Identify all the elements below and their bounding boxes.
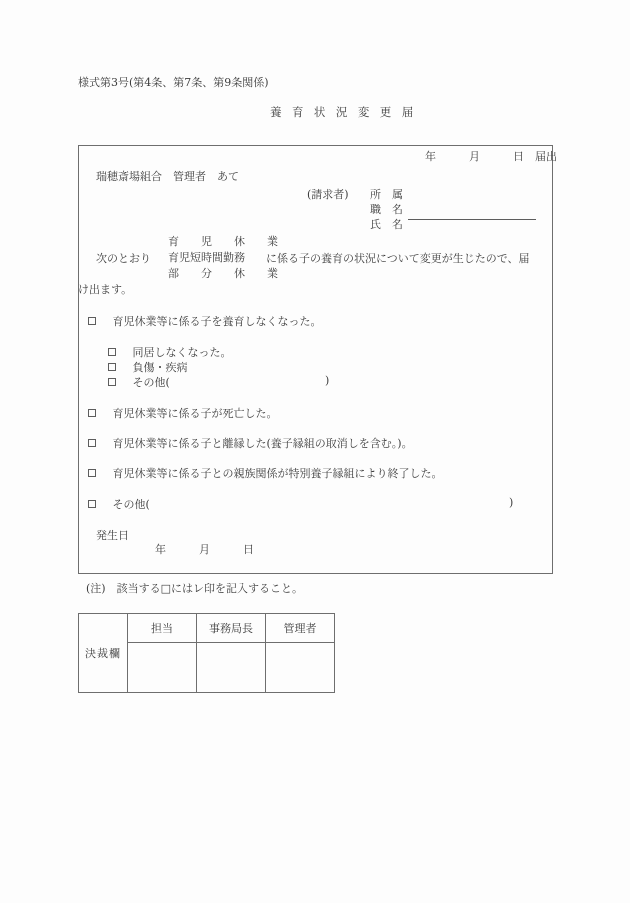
checkbox-sub-other[interactable] <box>108 378 116 386</box>
note-text: (注) 該当する□にはレ印を記入すること。 <box>86 582 303 595</box>
checkbox-row-other[interactable] <box>88 496 150 512</box>
checkbox-label-special-adoption-ended: 育児休業等に係る子との親族関係が特別養子縁組により終了した。 <box>112 467 443 480</box>
checkbox-row-dissolved-adoption[interactable] <box>88 435 413 451</box>
approval-cell-secretary-general[interactable] <box>197 643 266 693</box>
approval-header-staff: 担当 <box>128 614 197 643</box>
page-title: 養 育 状 況 変 更 届 <box>270 105 417 119</box>
checkbox-label-other: その他( <box>112 498 150 511</box>
checkbox-label-child-deceased: 育児休業等に係る子が死亡した。 <box>112 407 278 420</box>
checkbox-not-cohabiting[interactable] <box>108 348 116 356</box>
name-underline <box>408 219 536 220</box>
other-close-paren: ) <box>509 496 514 509</box>
table-row-headers <box>79 614 335 643</box>
applicant-field-affiliation-label: 所 属 <box>370 188 403 201</box>
occurrence-date-line[interactable]: 年 月 日 <box>155 543 254 556</box>
checkbox-row-no-longer-raising[interactable] <box>88 313 322 329</box>
form-number: 様式第3号(第4条、第7条、第9条関係) <box>78 76 269 89</box>
checkbox-label-no-longer-raising: 育児休業等に係る子を養育しなくなった。 <box>112 315 322 328</box>
leave-type-childcare-leave: 育 児 休 業 <box>168 235 284 248</box>
approval-header-manager: 管理者 <box>266 614 335 643</box>
applicant-field-position-label: 職 名 <box>370 203 403 216</box>
checkbox-row-not-cohabiting[interactable] <box>108 344 232 360</box>
leave-type-partial-leave: 部 分 休 業 <box>168 267 284 280</box>
checkbox-row-special-adoption-ended[interactable] <box>88 465 443 481</box>
approval-table <box>78 613 335 693</box>
checkbox-special-adoption-ended[interactable] <box>88 469 96 477</box>
checkbox-row-injury-illness[interactable] <box>108 359 188 375</box>
statement-body-continued: け出ます。 <box>78 283 133 296</box>
applicant-label: (請求者) <box>307 188 349 201</box>
checkbox-label-sub-other: その他( <box>132 376 170 389</box>
sub-other-close-paren: ) <box>325 374 330 387</box>
checkbox-row-sub-other[interactable] <box>108 374 170 390</box>
approval-cell-staff[interactable] <box>128 643 197 693</box>
statement-body: に係る子の養育の状況について変更が生じたので、届 <box>266 252 530 265</box>
checkbox-child-deceased[interactable] <box>88 409 96 417</box>
approval-header-secretary-general: 事務局長 <box>197 614 266 643</box>
checkbox-label-injury-illness: 負傷・疾病 <box>132 361 188 374</box>
checkbox-row-child-deceased[interactable] <box>88 405 278 421</box>
applicant-field-name-label: 氏 名 <box>370 218 403 231</box>
addressee: 瑞穂斎場組合 管理者 あて <box>96 170 239 183</box>
statement-lead: 次のとおり <box>96 252 151 265</box>
checkbox-dissolved-adoption[interactable] <box>88 439 96 447</box>
checkbox-no-longer-raising[interactable] <box>88 317 96 325</box>
submission-date-line[interactable]: 年 月 日 届出 <box>425 150 557 163</box>
occurrence-date-label: 発生日 <box>96 529 129 542</box>
leave-type-short-time-work: 育児短時間勤務 <box>168 251 245 264</box>
approval-row-label: 決裁欄 <box>79 614 128 693</box>
checkbox-label-not-cohabiting: 同居しなくなった。 <box>132 346 232 359</box>
checkbox-other[interactable] <box>88 500 96 508</box>
approval-cell-manager[interactable] <box>266 643 335 693</box>
checkbox-injury-illness[interactable] <box>108 363 116 371</box>
checkbox-label-dissolved-adoption: 育児休業等に係る子と離縁した(養子縁組の取消しを含む。)。 <box>112 437 413 450</box>
